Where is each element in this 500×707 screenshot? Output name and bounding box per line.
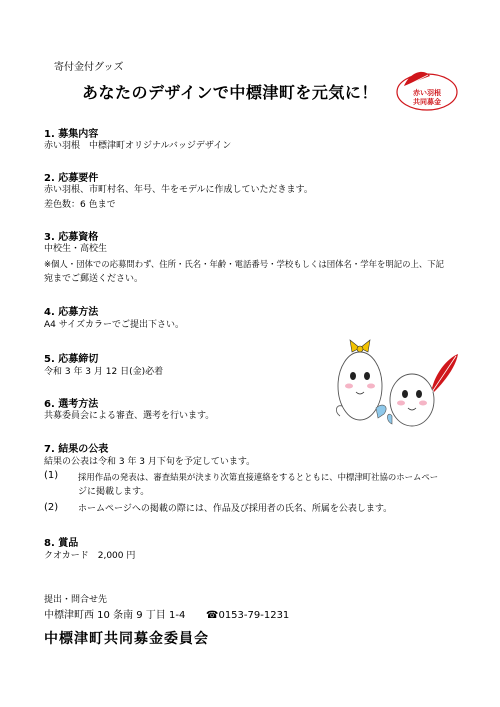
logo-line1: 赤い羽根 (413, 89, 441, 97)
section-8-line-1: クオカード 2,000 円 (44, 551, 136, 561)
section-5-heading: 5. 応募締切 (44, 354, 99, 365)
section-6-heading: 6. 選考方法 (44, 399, 99, 410)
mascot-illustration (318, 336, 468, 436)
section-6-line-1: 共募委員会による審査、選考を行います。 (44, 411, 215, 421)
section-7-item-2-line-1: ホームページへの掲載の際には、作品及び採用者の氏名、所属を公表します。 (78, 504, 393, 514)
section-2-heading: 2. 応募要件 (44, 173, 99, 184)
section-3-line-1: 中校生・高校生 (44, 244, 108, 254)
kicker-text: 寄付金付グッズ (54, 62, 124, 73)
section-2-line-2: 差色数：6 色まで (44, 200, 116, 210)
section-8-heading: 8. 賞品 (44, 538, 79, 549)
section-7-intro: 結果の公表は令和 3 年 3 月下旬を予定しています。 (44, 457, 256, 467)
section-7-heading: 7. 結果の公表 (44, 444, 109, 455)
section-3-line-2: ※個人・団体での応募問わず、住所・氏名・年齢・電話番号・学校もしくは団体名・学年を明記の上、下記 (44, 259, 444, 269)
section-3-line-3: 宛までご郵送ください。 (44, 274, 144, 284)
section-7-item-2-number: (2) (44, 502, 59, 513)
section-4-line-1: A4 サイズカラーでご提出下さい。 (44, 320, 185, 330)
section-7-item-1-line-1: 採用作品の発表は、審査結果が決まり次第直接連絡をするとともに、中標津町社協のホームペー (78, 472, 439, 482)
organization-name: 中標津町共同募金委員会 (44, 631, 209, 647)
section-7-item-1-number: (1) (44, 470, 59, 481)
logo-line2: 共同募金 (413, 98, 441, 106)
section-4-heading: 4. 応募方法 (44, 307, 99, 318)
section-5-line-1: 令和 3 年 3 月 12 日(金)必着 (44, 367, 164, 377)
section-3-heading: 3. 応募資格 (44, 232, 99, 243)
contact-address: 中標津町西 10 条南 9 丁目 1-4 (44, 610, 186, 621)
section-1-heading: 1. 募集内容 (44, 129, 99, 140)
contact-phone: ☎0153-79-1231 (206, 610, 290, 621)
contact-label: 提出・問合せ先 (44, 595, 108, 605)
section-2-line-1: 赤い羽根、市町村名、年号、牛をモデルに作成していただきます。 (44, 185, 313, 195)
section-7-item-1-line-2: ジに掲載します。 (78, 487, 150, 497)
page-title: あなたのデザインで中標津町を元気に！ (82, 83, 378, 102)
red-feather-logo (394, 66, 460, 112)
section-1-line-1: 赤い羽根 中標津町オリジナルバッジデザイン (44, 141, 232, 151)
